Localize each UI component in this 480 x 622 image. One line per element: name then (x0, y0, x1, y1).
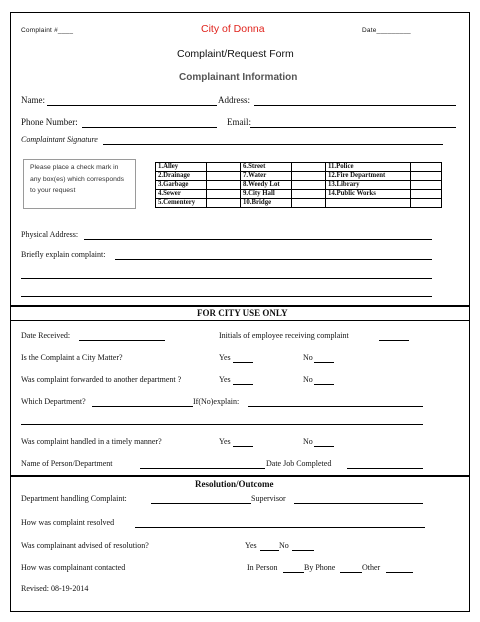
complaint-number-label: Complaint #____ (21, 27, 74, 34)
instruction-text: Please place a check mark in any box(es) which corresponds to your request (30, 164, 125, 194)
category-label: 9.City Hall (241, 190, 292, 199)
name-label: Name: (21, 95, 45, 105)
in-person-field[interactable] (283, 572, 304, 573)
explain-line-3[interactable] (21, 296, 432, 297)
if-no-explain-label: If(No)explain: (193, 397, 240, 406)
category-checkbox[interactable] (411, 190, 442, 199)
category-label: 11.Police (326, 163, 411, 172)
physical-address-field[interactable] (84, 239, 432, 240)
email-field[interactable] (250, 127, 456, 128)
phone-field[interactable] (82, 127, 217, 128)
resolution-title: Resolution/Outcome (195, 479, 274, 489)
city-matter-no-field[interactable] (314, 362, 334, 363)
department-handling-field[interactable] (151, 503, 251, 504)
form-title: Complaint/Request Form (177, 48, 294, 60)
advised-no-field[interactable] (292, 550, 314, 551)
category-checkbox[interactable] (411, 172, 442, 181)
complaint-form (10, 12, 470, 612)
category-checkbox[interactable] (207, 163, 241, 172)
category-label: 14.Public Works (326, 190, 411, 199)
date-label: Date_________ (362, 27, 411, 34)
category-checkbox[interactable] (292, 181, 326, 190)
category-label (326, 199, 411, 208)
category-row (156, 199, 442, 208)
category-checkbox[interactable] (292, 199, 326, 208)
category-checkbox[interactable] (292, 190, 326, 199)
date-received-field[interactable] (79, 340, 165, 341)
category-checkbox[interactable] (292, 163, 326, 172)
category-checkbox[interactable] (292, 172, 326, 181)
section-divider (11, 305, 470, 307)
forwarded-no-field[interactable] (314, 384, 334, 385)
timely-yes-field[interactable] (233, 446, 253, 447)
which-department-label: Which Department? (21, 397, 86, 406)
contacted-label: How was complainant contacted (21, 563, 126, 572)
initials-field[interactable] (379, 340, 409, 341)
advised-yes-field[interactable] (260, 550, 279, 551)
which-department-field[interactable] (92, 406, 193, 407)
timely-label: Was complaint handled in a timely manner? (21, 437, 162, 446)
timely-no-label: No (303, 437, 313, 446)
category-label: 12.Fire Department (326, 172, 411, 181)
department-handling-label: Department handling Complaint: (21, 494, 127, 503)
address-field[interactable] (254, 105, 456, 106)
how-resolved-label: How was complaint resolved (21, 518, 115, 527)
category-table (155, 162, 442, 208)
category-checkbox[interactable] (207, 190, 241, 199)
advised-label: Was complainant advised of resolution? (21, 541, 149, 550)
resolution-divider (11, 475, 470, 477)
city-matter-no-label: No (303, 353, 313, 362)
category-label: 1.Alley (156, 163, 207, 172)
explain-label: Briefly explain complaint: (21, 250, 106, 259)
category-row (156, 163, 442, 172)
phone-label: Phone Number: (21, 117, 78, 127)
category-row (156, 181, 442, 190)
explain-continued-line[interactable] (21, 424, 423, 425)
category-label: 4.Sewer (156, 190, 207, 199)
in-person-label: In Person (247, 563, 278, 572)
instruction-box (23, 159, 136, 209)
category-checkbox[interactable] (411, 199, 442, 208)
explain-line-2[interactable] (21, 278, 432, 279)
city-use-title: FOR CITY USE ONLY (197, 308, 288, 318)
section-title: Complainant Information (179, 72, 298, 83)
date-received-label: Date Received: (21, 331, 71, 340)
category-checkbox[interactable] (411, 181, 442, 190)
person-department-label: Name of Person/Department (21, 459, 113, 468)
category-label: 6.Street (241, 163, 292, 172)
signature-field[interactable] (103, 144, 443, 145)
category-checkbox[interactable] (207, 172, 241, 181)
supervisor-label: Supervisor (251, 494, 286, 503)
category-label: 13.Library (326, 181, 411, 190)
city-matter-yes-label: Yes (219, 353, 231, 362)
forwarded-yes-label: Yes (219, 375, 231, 384)
email-label: Email: (227, 117, 251, 127)
category-label: 10.Bridge (241, 199, 292, 208)
supervisor-field[interactable] (294, 503, 423, 504)
city-matter-yes-field[interactable] (233, 362, 253, 363)
explain-field[interactable] (115, 259, 432, 260)
how-resolved-field[interactable] (135, 527, 425, 528)
city-use-title-rule (11, 320, 470, 321)
category-label: 2.Drainage (156, 172, 207, 181)
revised-date: Revised: 08-19-2014 (21, 584, 89, 593)
if-no-explain-field[interactable] (248, 406, 423, 407)
city-matter-label: Is the Complaint a City Matter? (21, 353, 123, 362)
initials-label: Initials of employee receiving complaint (219, 331, 349, 340)
forwarded-yes-field[interactable] (233, 384, 253, 385)
category-label: 7.Water (241, 172, 292, 181)
category-checkbox[interactable] (207, 199, 241, 208)
by-phone-label: By Phone (304, 563, 336, 572)
by-phone-field[interactable] (340, 572, 362, 573)
category-checkbox[interactable] (411, 163, 442, 172)
date-completed-label: Date Job Completed (266, 459, 332, 468)
other-field[interactable] (386, 572, 413, 573)
category-label: 5.Cementery (156, 199, 207, 208)
other-label: Other (362, 563, 381, 572)
category-row (156, 190, 442, 199)
category-checkbox[interactable] (207, 181, 241, 190)
advised-yes-label: Yes (245, 541, 257, 550)
date-completed-field[interactable] (347, 468, 423, 469)
category-row (156, 172, 442, 181)
city-title: City of Donna (201, 23, 265, 35)
category-label: 8.Weedy Lot (241, 181, 292, 190)
timely-yes-label: Yes (219, 437, 231, 446)
address-label: Address: (218, 95, 250, 105)
advised-no-label: No (279, 541, 289, 550)
name-field[interactable] (47, 105, 217, 106)
forwarded-label: Was complaint forwarded to another department ? (21, 375, 182, 384)
signature-label: Complaintant Signature (21, 135, 98, 144)
physical-address-label: Physical Address: (21, 230, 79, 239)
person-department-field[interactable] (140, 468, 265, 469)
category-label: 3.Garbage (156, 181, 207, 190)
timely-no-field[interactable] (314, 446, 334, 447)
forwarded-no-label: No (303, 375, 313, 384)
